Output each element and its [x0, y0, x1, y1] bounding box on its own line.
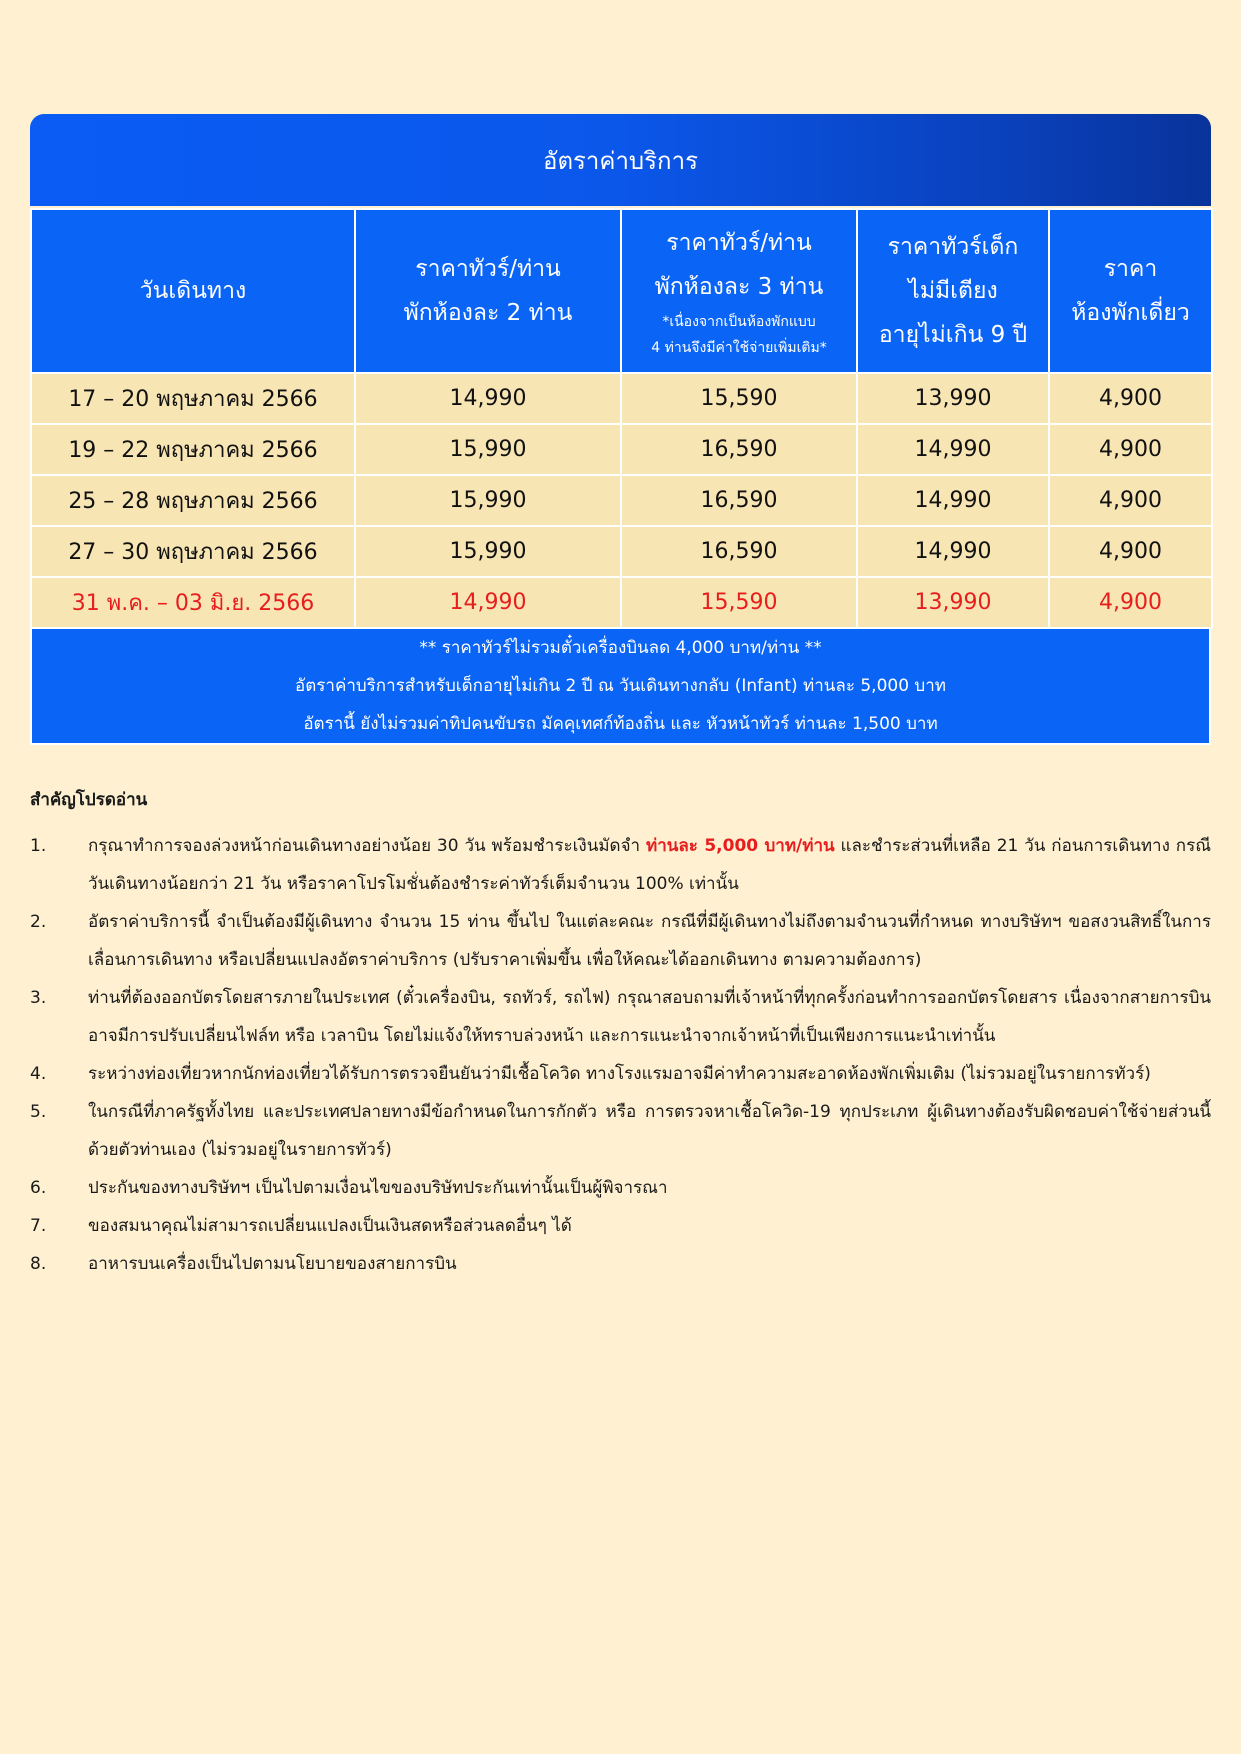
price-note: อัตราค่าบริการสำหรับเด็กอายุไม่เกิน 2 ปี ณ วันเดินทางกลับ (Infant) ท่านละ 5,000 บาท: [295, 676, 946, 696]
table-row: [31, 475, 1212, 526]
cell-twin: 14,990: [355, 373, 621, 424]
table-row: [31, 526, 1212, 577]
cell-single: 4,900: [1049, 475, 1212, 526]
cell-triple: 16,590: [621, 526, 857, 577]
header-twin-line2: พักห้องละ 2 ท่าน: [403, 300, 573, 326]
cell-twin: 14,990: [355, 577, 621, 628]
header-single: [1049, 209, 1212, 373]
deposit-highlight: ท่านละ 5,000 บาท/ท่าน: [646, 836, 835, 856]
header-single-line1: ราคา: [1103, 256, 1158, 282]
cell-twin: 15,990: [355, 526, 621, 577]
header-triple-note1: *เนื่องจากเป็นห้องพักแบบ: [662, 314, 816, 330]
cell-single: 4,900: [1049, 373, 1212, 424]
header-child: [857, 209, 1049, 373]
cell-single: 4,900: [1049, 424, 1212, 475]
header-triple-line2: พักห้องละ 3 ท่าน: [654, 274, 824, 300]
list-item-text: ประกันของทางบริษัทฯ เป็นไปตามเงื่อนไขของบริษัทประกันเท่านั้นเป็นผู้พิจารณา: [88, 1178, 668, 1198]
list-item-number: 2.: [30, 912, 47, 932]
list-item: [30, 1207, 1211, 1245]
list-item-text: กรุณาทำการจองล่วงหน้าก่อนเดินทางอย่างน้อย 30 วัน พร้อมชำระเงินมัดจำ ท่านละ 5,000 บาท/ท่าน และชำระส่วนที่เหลือ 21 วัน ก่อนการเดินทาง กรณีวันเดินทางน้อยกว่า 21 วัน หรือราคาโปรโมชั่นต้องชำระค่าทัวร์เต็มจำนวน 100% เท่านั้น: [88, 836, 1211, 894]
cell-twin: 15,990: [355, 475, 621, 526]
cell-child: 14,990: [857, 526, 1049, 577]
list-item-text: ท่านที่ต้องออกบัตรโดยสารภายในประเทศ (ตั๋วเครื่องบิน, รถทัวร์, รถไฟ) กรุณาสอบถามที่เจ้าหน้าที่ทุกครั้งก่อนทำการออกบัตรโดยสาร เนื่องจากสายการบินอาจมีการปรับเปลี่ยนไฟล์ท หรือ เวลาบิน โดยไม่แจ้งให้ทราบล่วงหน้า และการแนะนำจากเจ้าหน้าที่เป็นเพียงการแนะนำเท่านั้น: [88, 988, 1211, 1046]
list-item-text: ของสมนาคุณไม่สามารถเปลี่ยนแปลงเป็นเงินสดหรือส่วนลดอื่นๆ ได้: [88, 1216, 572, 1236]
list-item-text: ในกรณีที่ภาครัฐทั้งไทย และประเทศปลายทางมีข้อกำหนดในการกักตัว หรือ การตรวจหาเชื้อโควิด-19 ทุกประเภท ผู้เดินทางต้องรับผิดชอบค่าใช้จ่ายส่วนนี้ด้วยตัวท่านเอง (ไม่รวมอยู่ในรายการทัวร์): [88, 1102, 1211, 1160]
list-item: [30, 827, 1211, 903]
cell-twin: 15,990: [355, 424, 621, 475]
table-row: [31, 373, 1212, 424]
list-item: [30, 979, 1211, 1055]
header-date: [31, 209, 355, 373]
list-item: [30, 1055, 1211, 1093]
header-twin-line1: ราคาทัวร์/ท่าน: [415, 256, 561, 282]
list-item: [30, 1093, 1211, 1169]
list-item-number: 5.: [30, 1102, 47, 1122]
cell-child: 13,990: [857, 577, 1049, 628]
header-child-line1: ราคาทัวร์เด็ก: [887, 234, 1019, 260]
cell-single: 4,900: [1049, 577, 1212, 628]
list-item-number: 8.: [30, 1254, 47, 1274]
price-table-title: อัตราค่าบริการ: [30, 114, 1211, 206]
list-item-number: 6.: [30, 1178, 47, 1198]
table-row: [31, 424, 1212, 475]
price-table-header-row: [31, 209, 1212, 373]
header-child-line3: อายุไม่เกิน 9 ปี: [878, 322, 1028, 348]
list-item-text: อัตราค่าบริการนี้ จำเป็นต้องมีผู้เดินทาง จำนวน 15 ท่าน ขึ้นไป ในแต่ละคณะ กรณีที่มีผู้เดินทางไม่ถึงตามจำนวนที่กำหนด ทางบริษัทฯ ขอสงวนสิทธิ์ในการเลื่อนการเดินทาง หรือเปลี่ยนแปลงอัตราค่าบริการ (ปรับราคาเพิ่มขึ้น เพื่อให้คณะได้ออกเดินทาง ตามความต้องการ): [88, 912, 1211, 970]
list-item: [30, 1169, 1211, 1207]
cell-triple: 15,590: [621, 577, 857, 628]
cell-date: 19 – 22 พฤษภาคม 2566: [31, 424, 355, 475]
list-item-number: 1.: [30, 836, 47, 856]
list-item-text: อาหารบนเครื่องเป็นไปตามนโยบายของสายการบิน: [88, 1254, 457, 1274]
cell-triple: 16,590: [621, 424, 857, 475]
important-title: สำคัญโปรดอ่าน: [30, 790, 148, 810]
price-notes-box: [30, 629, 1211, 745]
cell-date: 27 – 30 พฤษภาคม 2566: [31, 526, 355, 577]
cell-date: 31 พ.ค. – 03 มิ.ย. 2566: [31, 577, 355, 628]
cell-child: 14,990: [857, 475, 1049, 526]
header-single-line2: ห้องพักเดี่ยว: [1071, 300, 1190, 326]
header-triple: [621, 209, 857, 373]
header-date-label: วันเดินทาง: [139, 278, 247, 304]
cell-child: 13,990: [857, 373, 1049, 424]
price-table: [30, 208, 1213, 629]
price-note: ** ราคาทัวร์ไม่รวมตั๋วเครื่องบินลด 4,000 บาท/ท่าน **: [419, 638, 822, 658]
table-row-highlighted: [31, 577, 1212, 628]
price-table-card: [30, 114, 1211, 745]
cell-date: 25 – 28 พฤษภาคม 2566: [31, 475, 355, 526]
list-item-number: 7.: [30, 1216, 47, 1236]
cell-triple: 16,590: [621, 475, 857, 526]
header-triple-note2: 4 ท่านจึงมีค่าใช้จ่ายเพิ่มเติม*: [651, 340, 827, 356]
important-section: [30, 786, 1211, 1283]
list-item-number: 4.: [30, 1064, 47, 1084]
list-item-number: 3.: [30, 988, 47, 1008]
list-item: [30, 1245, 1211, 1283]
header-twin: [355, 209, 621, 373]
list-item: [30, 903, 1211, 979]
cell-single: 4,900: [1049, 526, 1212, 577]
header-triple-line1: ราคาทัวร์/ท่าน: [666, 230, 812, 256]
cell-date: 17 – 20 พฤษภาคม 2566: [31, 373, 355, 424]
header-child-line2: ไม่มีเตียง: [908, 278, 998, 304]
list-item-text: ระหว่างท่องเที่ยวหากนักท่องเที่ยวได้รับการตรวจยืนยันว่ามีเชื้อโควิด ทางโรงแรมอาจมีค่าทำความสะอาดห้องพักเพิ่มเติม (ไม่รวมอยู่ในรายการทัวร์): [88, 1064, 1151, 1084]
cell-triple: 15,590: [621, 373, 857, 424]
price-note: อัตรานี้ ยังไม่รวมค่าทิปคนขับรถ มัคคุเทศก์ท้องถิ่น และ หัวหน้าทัวร์ ท่านละ 1,500 บาท: [303, 714, 938, 734]
important-list: [30, 827, 1211, 1283]
cell-child: 14,990: [857, 424, 1049, 475]
